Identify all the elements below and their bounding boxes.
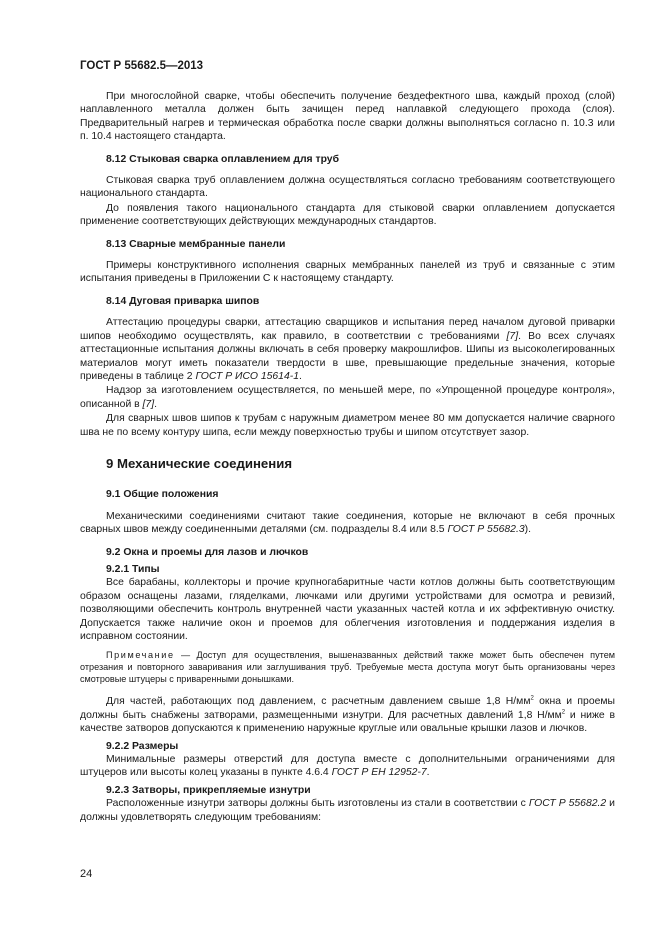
paragraph-9-2-2-1: Минимальные размеры отверстий для доступа вместе с дополнительными ограничениями для штуцеров или высоты колец указаны в пункте 4.6.4 ГОСТ Р ЕН 12952-7. <box>80 754 615 779</box>
section-heading-8-14: 8.14 Дуговая приварка шипов <box>106 295 260 307</box>
paragraph-8-12-2: До появления такого национального стандарта для стыковой сварки оплавлением допускается применение соответствующих действующих международных стандартов. <box>80 202 615 228</box>
paragraph-multilayer-welding: При многослойной сварке, чтобы обеспечить получение бездефектного шва, каждый проход (слой) наплавленного металла должен быть зачищен перед наплавкой следующего прохода (слоя). Предварительный нагрев и термическая обработка после сварки должны выполняться согласно п. 10.3 или п. 10.4 настоящего стандарта. <box>80 91 615 143</box>
paragraph-8-14-2: Надзор за изготовлением осуществляется, по меньшей мере, по «Упрощенной процедуре контроля», описанной в [7]. <box>80 385 615 410</box>
note-9-2-1: Примечание — Доступ для осуществления, вышеназванных действий также может быть обеспечен путем отрезания и повторного заваривания или заглушивания труб. Требуемые места доступа могут быть организованы через смотровые штуцеры с приваренными донышками. <box>80 650 615 685</box>
section-heading-8-12: 8.12 Стыковая сварка оплавлением для труб <box>106 153 340 165</box>
paragraph-9-2-1-2: Для частей, работающих под давлением, с расчетным давлением свыше 1,8 $Н/мм^2$ окна и проемы должны быть снабжены затворами, размещенными изнутри. Для расчетных давлений 1,8 $Н/мм^2$ и ниже в качестве затворов допускаются к применению наружные круглые или овальные крышки лазов и лючков. <box>80 695 615 735</box>
paragraph-8-14-3: Для сварных швов шипов к трубам с наружным диаметром менее 80 мм допускается наличие сварного шва не по всему контуру шипа, если между поверхностью трубы и шипом отсутствует зазор. <box>80 413 615 438</box>
paragraph-8-14-1: Аттестацию процедуры сварки, аттестацию сварщиков и испытания перед началом дуговой приварки шипов необходимо осуществлять, как правило, в соответствии с требованиями [7]. Во всех случаях аттестационные испытания должны включать в себя проверку макрошлифов. Шипы из высоколегированных материалов могут иметь показатели твердости в шве, превышающие предельные значения, которые приведены в таблице 2 ГОСТ Р ИСО 15614-1. <box>80 317 615 382</box>
page-content <box>80 90 615 825</box>
paragraph-9-1-1: Механическими соединениями считают такие соединения, которые не включают в себя прочных сварных швов между соединенными деталями (см. подразделы 8.4 или 8.5 ГОСТ Р 55682.3). <box>80 510 615 536</box>
reference-gost-55682-2: ГОСТ Р 55682.2 <box>528 798 607 810</box>
reference-gost-iso-15614-1: ГОСТ Р ИСО 15614-1 <box>195 370 299 382</box>
section-heading-9-2-3: 9.2.3 Затворы, прикрепляемые изнутри <box>106 784 311 796</box>
section-heading-9-2-2: 9.2.2 Размеры <box>106 740 179 752</box>
section-heading-9-1: 9.1 Общие положения <box>106 489 219 501</box>
paragraph-9-2-1-1: Все барабаны, коллекторы и прочие крупногабаритные части котлов должны быть соответствующим образом оснащены лазами, гляделками, лючками или другими устройствами для осмотра и ревизий, позволяющими обеспечить контроль внутренней части указанных частей котла и их эффективную очистку. Допускается также наличие окон и проемов для облегчения изготовления и поддержания изделия в исправном состоянии. <box>80 577 615 642</box>
reference-7: [7] <box>506 330 519 342</box>
paragraph-8-13-1: Примеры конструктивного исполнения сварных мембранных панелей из труб и связанные с этим испытания приведены в Приложении С к настоящему стандарту. <box>80 260 615 285</box>
section-heading-8-13: 8.13 Сварные мембранные панели <box>106 238 286 250</box>
paragraph-8-12-1: Стыковая сварка труб оплавлением должна осуществляться согласно требованиям соответствующего национального стандарта. <box>80 175 615 200</box>
paragraph-9-2-3-1: Расположенные изнутри затворы должны быть изготовлены из стали в соответствии с ГОСТ Р 55682.2 и должны удовлетворять следующим требованиям: <box>80 798 615 823</box>
reference-7: [7] <box>142 398 155 410</box>
section-heading-9-2: 9.2 Окна и проемы для лазов и лючков <box>106 546 309 558</box>
document-header: ГОСТ Р 55682.5—2013 <box>80 60 204 72</box>
chapter-heading-9: 9 Механические соединения <box>106 455 293 471</box>
reference-gost-en-12952-7: ГОСТ Р ЕН 12952-7 <box>331 767 427 779</box>
reference-gost-55682-3: ГОСТ Р 55682.3 <box>447 524 525 536</box>
note-label: Примечание <box>106 650 175 661</box>
page-number: 24 <box>80 868 93 880</box>
section-heading-9-2-1: 9.2.1 Типы <box>106 563 160 575</box>
